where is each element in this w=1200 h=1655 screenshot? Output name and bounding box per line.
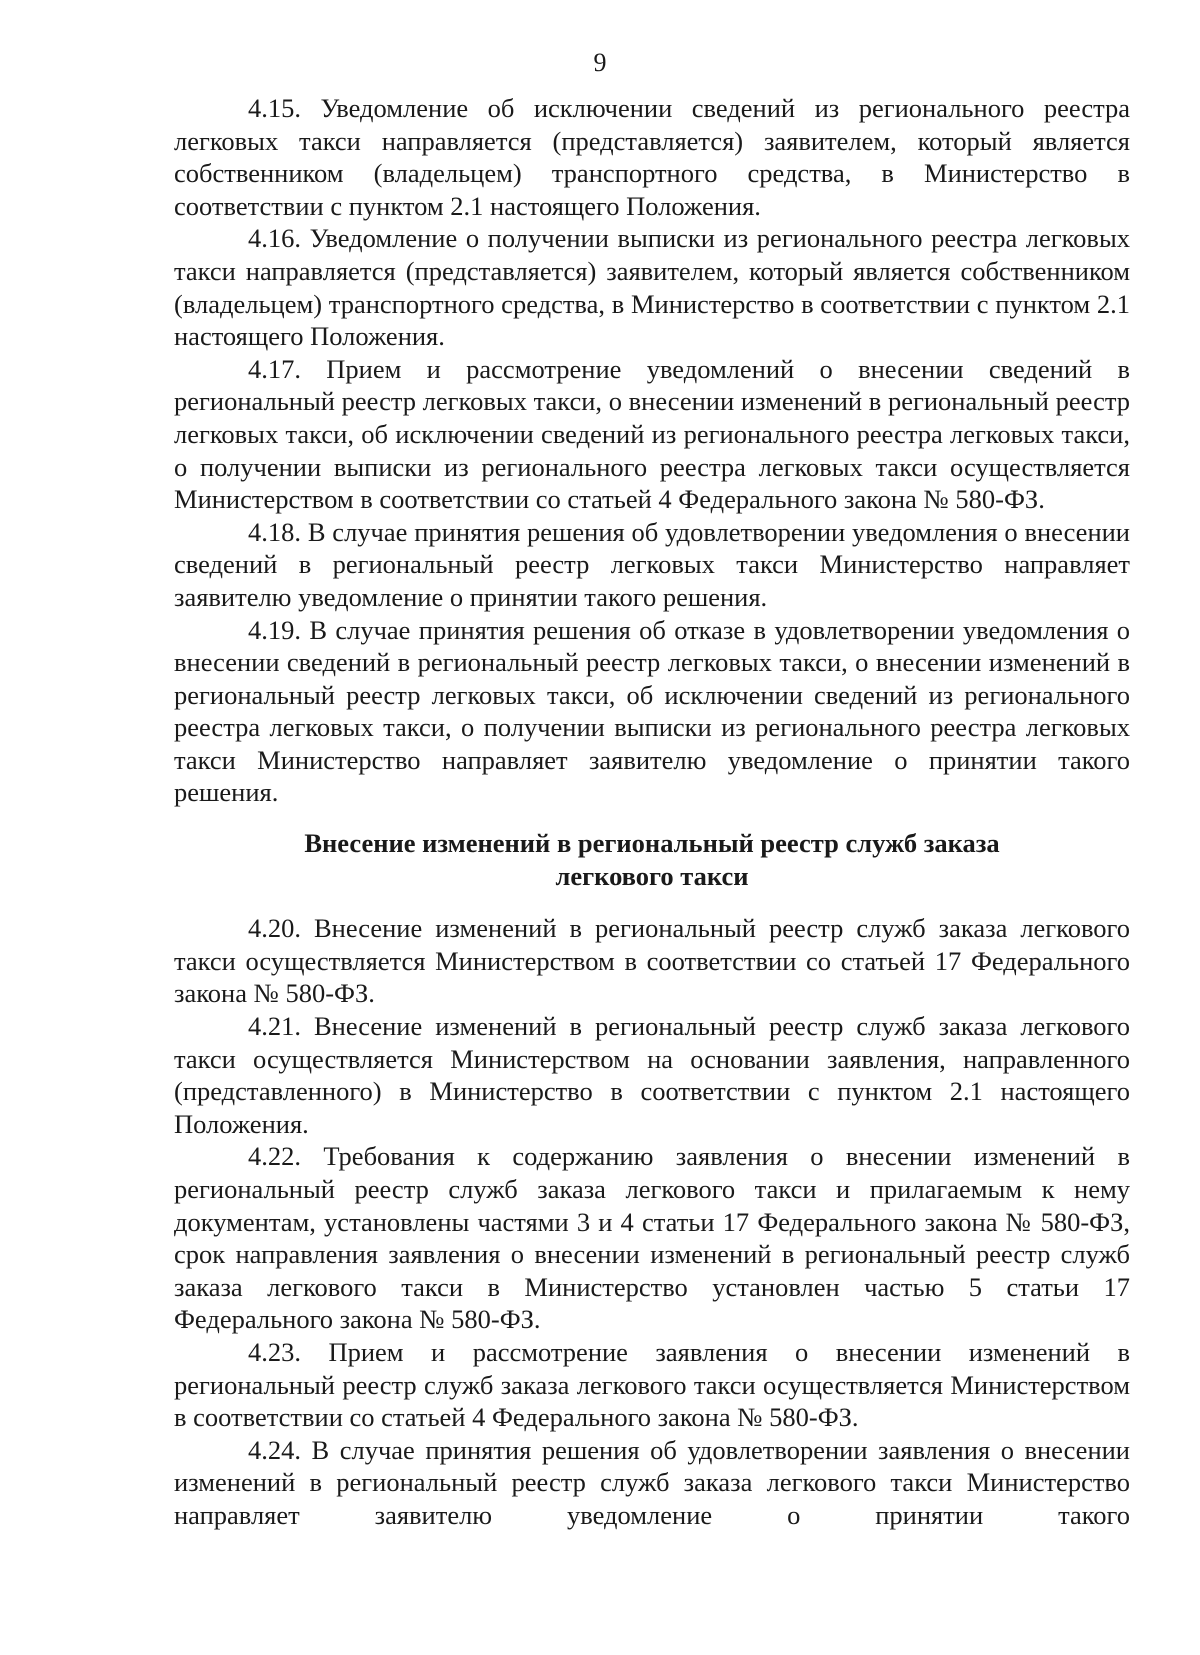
page-number: 9 — [593, 48, 607, 77]
paragraph-4-19: 4.19. В случае принятия решения об отказе в удовлетворении уведомления о внесении сведений в региональный реестр легковых такси, о внесении изменений в региональный реестр легковых такси, об исключении сведений из регионального реестра легковых такси, о получении выписки из регионального реестра легковых такси Министерство направляет заявителю уведомление о принятии такого решения. — [174, 614, 1130, 808]
paragraph-4-16: 4.16. Уведомление о получении выписки из регионального реестра легковых такси направляется (представляется) заявителем, который является собственником (владельцем) транспортного средства, в Министерство в соответствии с пунктом 2.1 настоящего Положения. — [174, 223, 1130, 352]
paragraph-4-22: 4.22. Требования к содержанию заявления о внесении изменений в региональный реестр служб заказа легкового такси и прилагаемым к нему документам, установлены частями 3 и 4 статьи 17 Федерального закона № 580-ФЗ, срок направления заявления о внесении изменений в региональный реестр служб заказа легкового такси в Министерство установлен частью 5 статьи 17 Федерального закона № 580-ФЗ. — [174, 1141, 1130, 1335]
paragraph-4-18: 4.18. В случае принятия решения об удовлетворении уведомления о внесении сведений в региональный реестр легковых такси Министерство направляет заявителю уведомление о принятии такого решения. — [174, 516, 1130, 612]
paragraph-4-15: 4.15. Уведомление об исключении сведений из регионального реестра легковых такси направляется (представляется) заявителем, который является собственником (владельцем) транспортного средства, в Министерство в соответствии с пунктом 2.1 настоящего Положения. — [174, 93, 1130, 221]
section-heading-line-1: Внесение изменений в региональный реестр служб заказа — [304, 828, 1000, 859]
paragraph-4-20: 4.20. Внесение изменений в региональный реестр служб заказа легкового такси осуществляется Министерством в соответствии со статьей 17 Федерального закона № 580-ФЗ. — [174, 913, 1130, 1009]
paragraph-4-23: 4.23. Прием и рассмотрение заявления о внесении изменений в региональный реестр служб заказа легкового такси осуществляется Министерством в соответствии со статьей 4 Федерального закона № 580-ФЗ. — [174, 1336, 1130, 1433]
paragraph-4-24: 4.24. В случае принятия решения об удовлетворении заявления о внесении изменений в региональный реестр служб заказа легкового такси Министерство направляет заявителю уведомление о принятии такого — [174, 1434, 1130, 1530]
section-heading-line-2: легкового такси — [555, 860, 749, 891]
paragraph-4-17: 4.17. Прием и рассмотрение уведомлений о внесении сведений в региональный реестр легковых такси, о внесении изменений в региональный реестр легковых такси, об исключении сведений из регионального реестра легковых такси, о получении выписки из регионального реестра легковых такси осуществляется Министерством в соответствии со статьей 4 Федерального закона № 580-ФЗ. — [174, 353, 1130, 515]
section-heading — [174, 827, 1130, 892]
paragraph-4-21: 4.21. Внесение изменений в региональный реестр служб заказа легкового такси осуществляется Министерством на основании заявления, направленного (представленного) в Министерство в соответствии с пунктом 2.1 настоящего Положения. — [174, 1011, 1130, 1139]
document-body — [174, 92, 1130, 1532]
